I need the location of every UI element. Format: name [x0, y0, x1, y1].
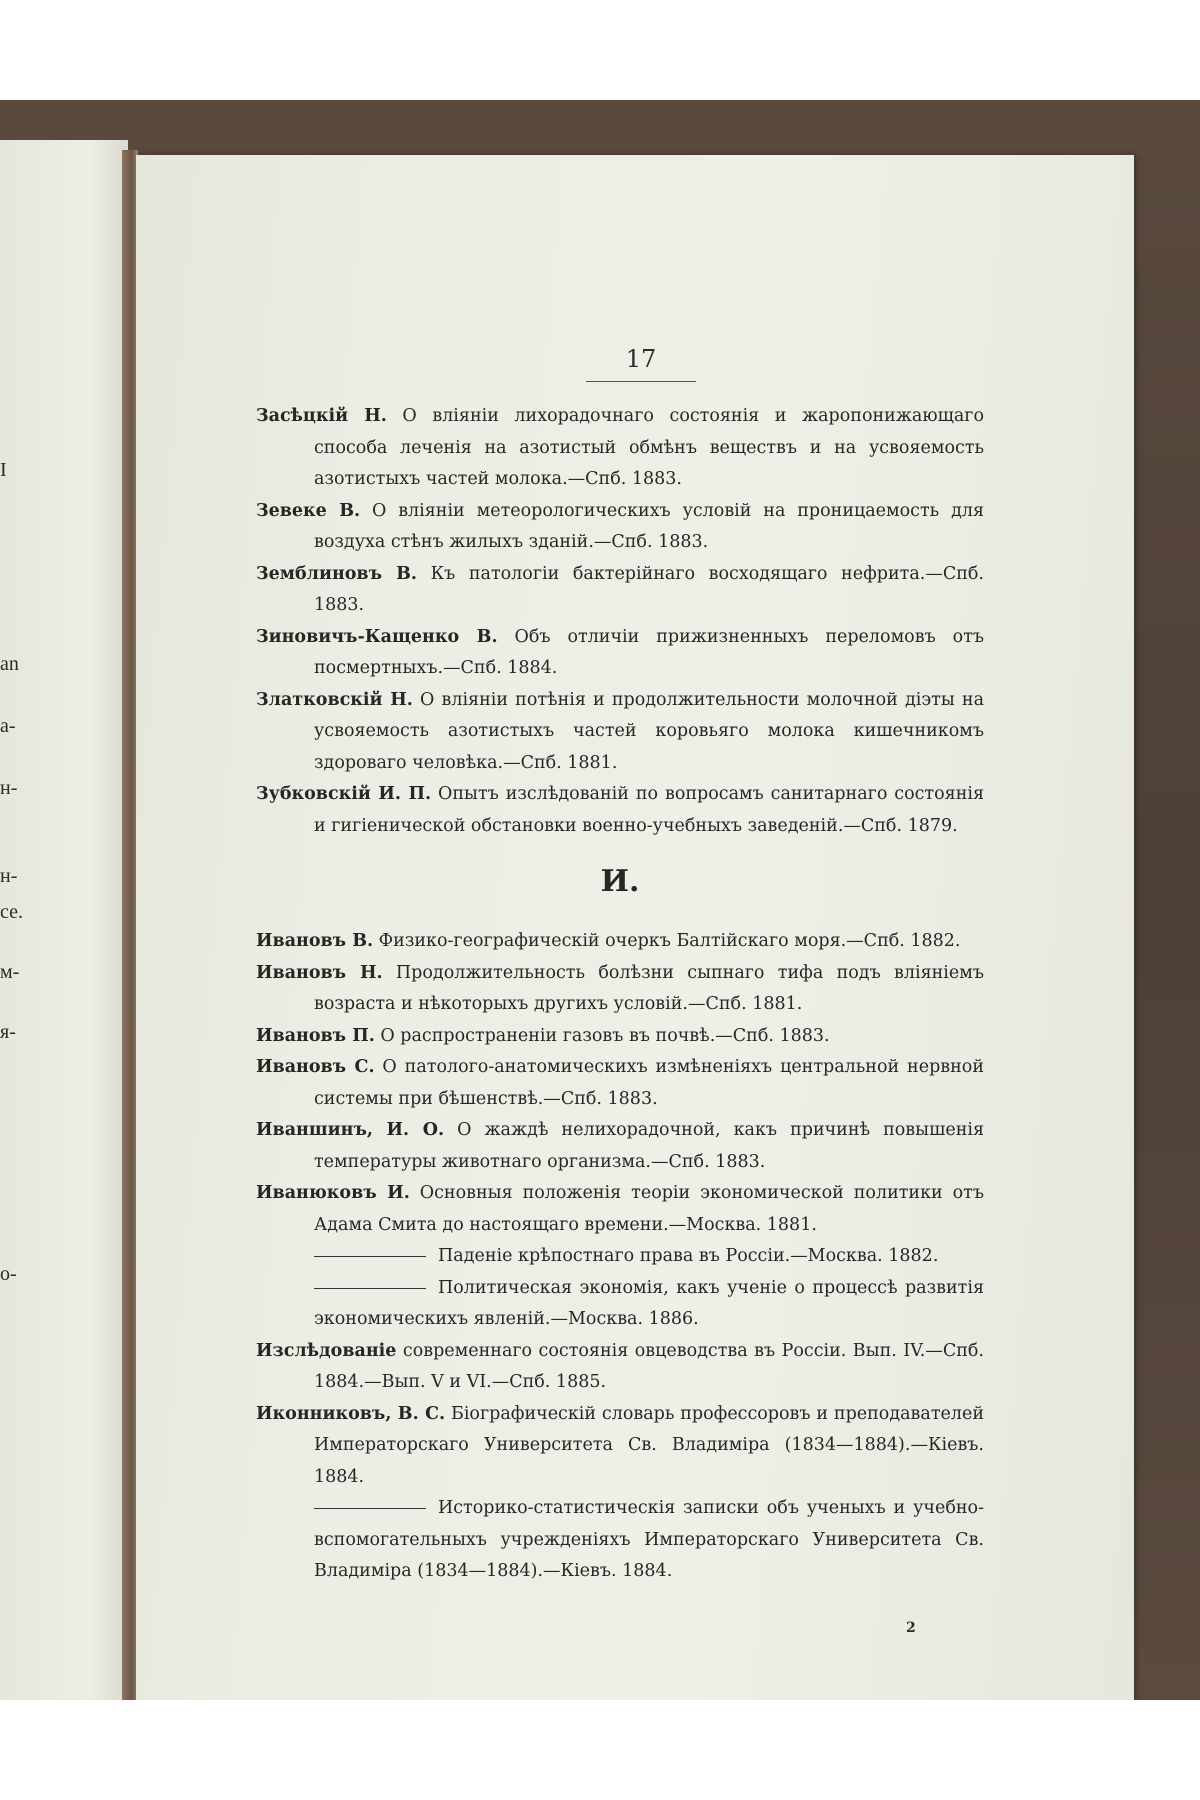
- bibliography-entry: [256, 1399, 984, 1494]
- entry-author: Зиновичъ-Кащенко В.: [256, 626, 498, 647]
- entry-text: Къ патологіи бактерійнаго восходящаго нефрита.—Спб. 1883.: [314, 563, 984, 615]
- left-fragment: о-: [0, 1263, 17, 1285]
- entry-text: О распространеніи газовъ въ почвѣ.—Спб. 1883.: [374, 1025, 830, 1046]
- bibliography-entry: [256, 926, 984, 958]
- entry-author: Златковскій Н.: [256, 689, 413, 710]
- bibliography-entry: [256, 1021, 984, 1053]
- entry-text: О вліяніи метеорологическихъ условій на проницаемость для воздуха стѣнъ жилыхъ зданій.—Спб. 1883.: [314, 500, 984, 552]
- bibliography-entry: [256, 1115, 984, 1178]
- left-fragment: а-: [0, 715, 16, 737]
- entry-text: Продолжительность болѣзни сыпнаго тифа подъ вліяніемъ возраста и нѣкоторыхъ другихъ условій.—Спб. 1881.: [314, 962, 984, 1014]
- bibliography-entry: [256, 779, 984, 842]
- bibliography-entry: [256, 559, 984, 622]
- entry-text: О вліяніи лихорадочнаго состоянія и жаропонижающаго способа леченія на азотистый обмѣнъ веществъ и на усвояемость азотистыхъ частей молока.—Спб. 1883.: [314, 406, 984, 489]
- bibliography-entry: [256, 401, 984, 496]
- bibliography-entry: [256, 685, 984, 780]
- left-fragment: н-: [0, 865, 18, 887]
- entry-text: Паденіе крѣпостнаго права въ Россіи.—Москва. 1882.: [438, 1246, 939, 1266]
- section-letter: И.: [600, 864, 640, 899]
- bibliography-entry-continued: [256, 1241, 984, 1273]
- entry-text: Объ отличіи прижизненныхъ переломовъ отъ посмертныхъ.—Спб. 1884.: [314, 626, 985, 678]
- left-fragment: м-: [0, 961, 20, 983]
- bibliography-entry: [256, 958, 984, 1021]
- left-fragment: н-: [0, 777, 18, 799]
- bibliography-entry: [256, 496, 984, 559]
- entry-author: Иконниковъ, В. С.: [256, 1403, 446, 1424]
- page-number: 17: [625, 345, 657, 373]
- left-page: [0, 140, 128, 1700]
- entry-text: Опытъ изслѣдованій по вопросамъ санитарнаго состоянія и гигіенической обстановки военно-учебныхъ заведеній.—Спб. 1879.: [314, 784, 984, 836]
- left-fragment: се.: [0, 901, 23, 923]
- entry-author: Ивановъ В.: [256, 931, 374, 951]
- left-fragment: я-: [0, 1021, 16, 1043]
- bibliography-entry-continued: [256, 1273, 984, 1336]
- bibliography-entry: [256, 1336, 984, 1399]
- entry-author: Зевеке В.: [256, 500, 361, 521]
- entry-author: Зубковскій И. П.: [256, 784, 432, 804]
- ditto-dash: [314, 1288, 426, 1289]
- entry-text: О патолого-анатомическихъ измѣненіяхъ центральной нервной системы при бѣшенствѣ.—Спб. 1883.: [314, 1057, 984, 1109]
- entry-text: Историко-статистическія записки объ ученыхъ и учебно-вспомогательныхъ учрежденіяхъ Императорскаго Университета Св. Владиміра (1834—1884).—Кіевъ. 1884.: [314, 1498, 984, 1581]
- bibliography-entry: [256, 1178, 984, 1241]
- entry-author: Земблиновъ В.: [256, 563, 418, 584]
- entry-author: Иваншинъ, И. О.: [256, 1120, 445, 1140]
- left-fragment: I: [0, 459, 7, 481]
- entry-author: Ивановъ П.: [256, 1025, 375, 1046]
- left-fragment: an: [0, 653, 19, 675]
- entry-text: Политическая экономія, какъ ученіе о процессѣ развитія экономическихъ явленій.—Москва. 1886.: [314, 1277, 984, 1329]
- entry-text: современнаго состоянія овцеводства въ Россіи. Вып. IV.—Спб. 1884.—Вып. V и VI.—Спб. 1885.: [314, 1340, 984, 1392]
- page-number-rule: [586, 381, 696, 382]
- entry-author: Иванюковъ И.: [256, 1183, 410, 1203]
- entry-author: Ивановъ С.: [256, 1057, 375, 1077]
- entry-author: Засѣцкій Н.: [256, 406, 387, 426]
- book-page: [136, 155, 1134, 1700]
- entry-text: Основныя положенія теоріи экономической политики отъ Адама Смита до настоящаго времени.—Москва. 1881.: [314, 1183, 984, 1235]
- bibliography-entry-continued: [256, 1493, 984, 1588]
- entry-author: Изслѣдованіе: [256, 1340, 397, 1361]
- entry-text: О жаждѣ нелихорадочной, какъ причинѣ повышенія температуры животнаго организма.—Спб. 1883.: [314, 1120, 984, 1172]
- bibliography-list: [256, 401, 984, 1588]
- bibliography-entry: [256, 1052, 984, 1115]
- bibliography-entry: [256, 622, 984, 685]
- photo-background: [0, 100, 1200, 1700]
- ditto-dash: [314, 1508, 426, 1509]
- entry-author: Ивановъ Н.: [256, 962, 383, 983]
- signature-mark: 2: [906, 1620, 916, 1636]
- entry-text: О вліяніи потѣнія и продолжительности молочной діэты на усвояемость азотистыхъ частей коровьяго молока кишечникомъ здороваго человѣка.—Спб. 1881.: [314, 689, 984, 773]
- entry-text: Біографическій словарь профессоровъ и преподавателей Императорскаго Университета Св. Владиміра (1834—1884).—Кіевъ. 1884.: [314, 1403, 984, 1487]
- ditto-dash: [314, 1256, 426, 1257]
- entry-text: Физико-географическій очеркъ Балтійскаго моря.—Спб. 1882.: [373, 931, 961, 951]
